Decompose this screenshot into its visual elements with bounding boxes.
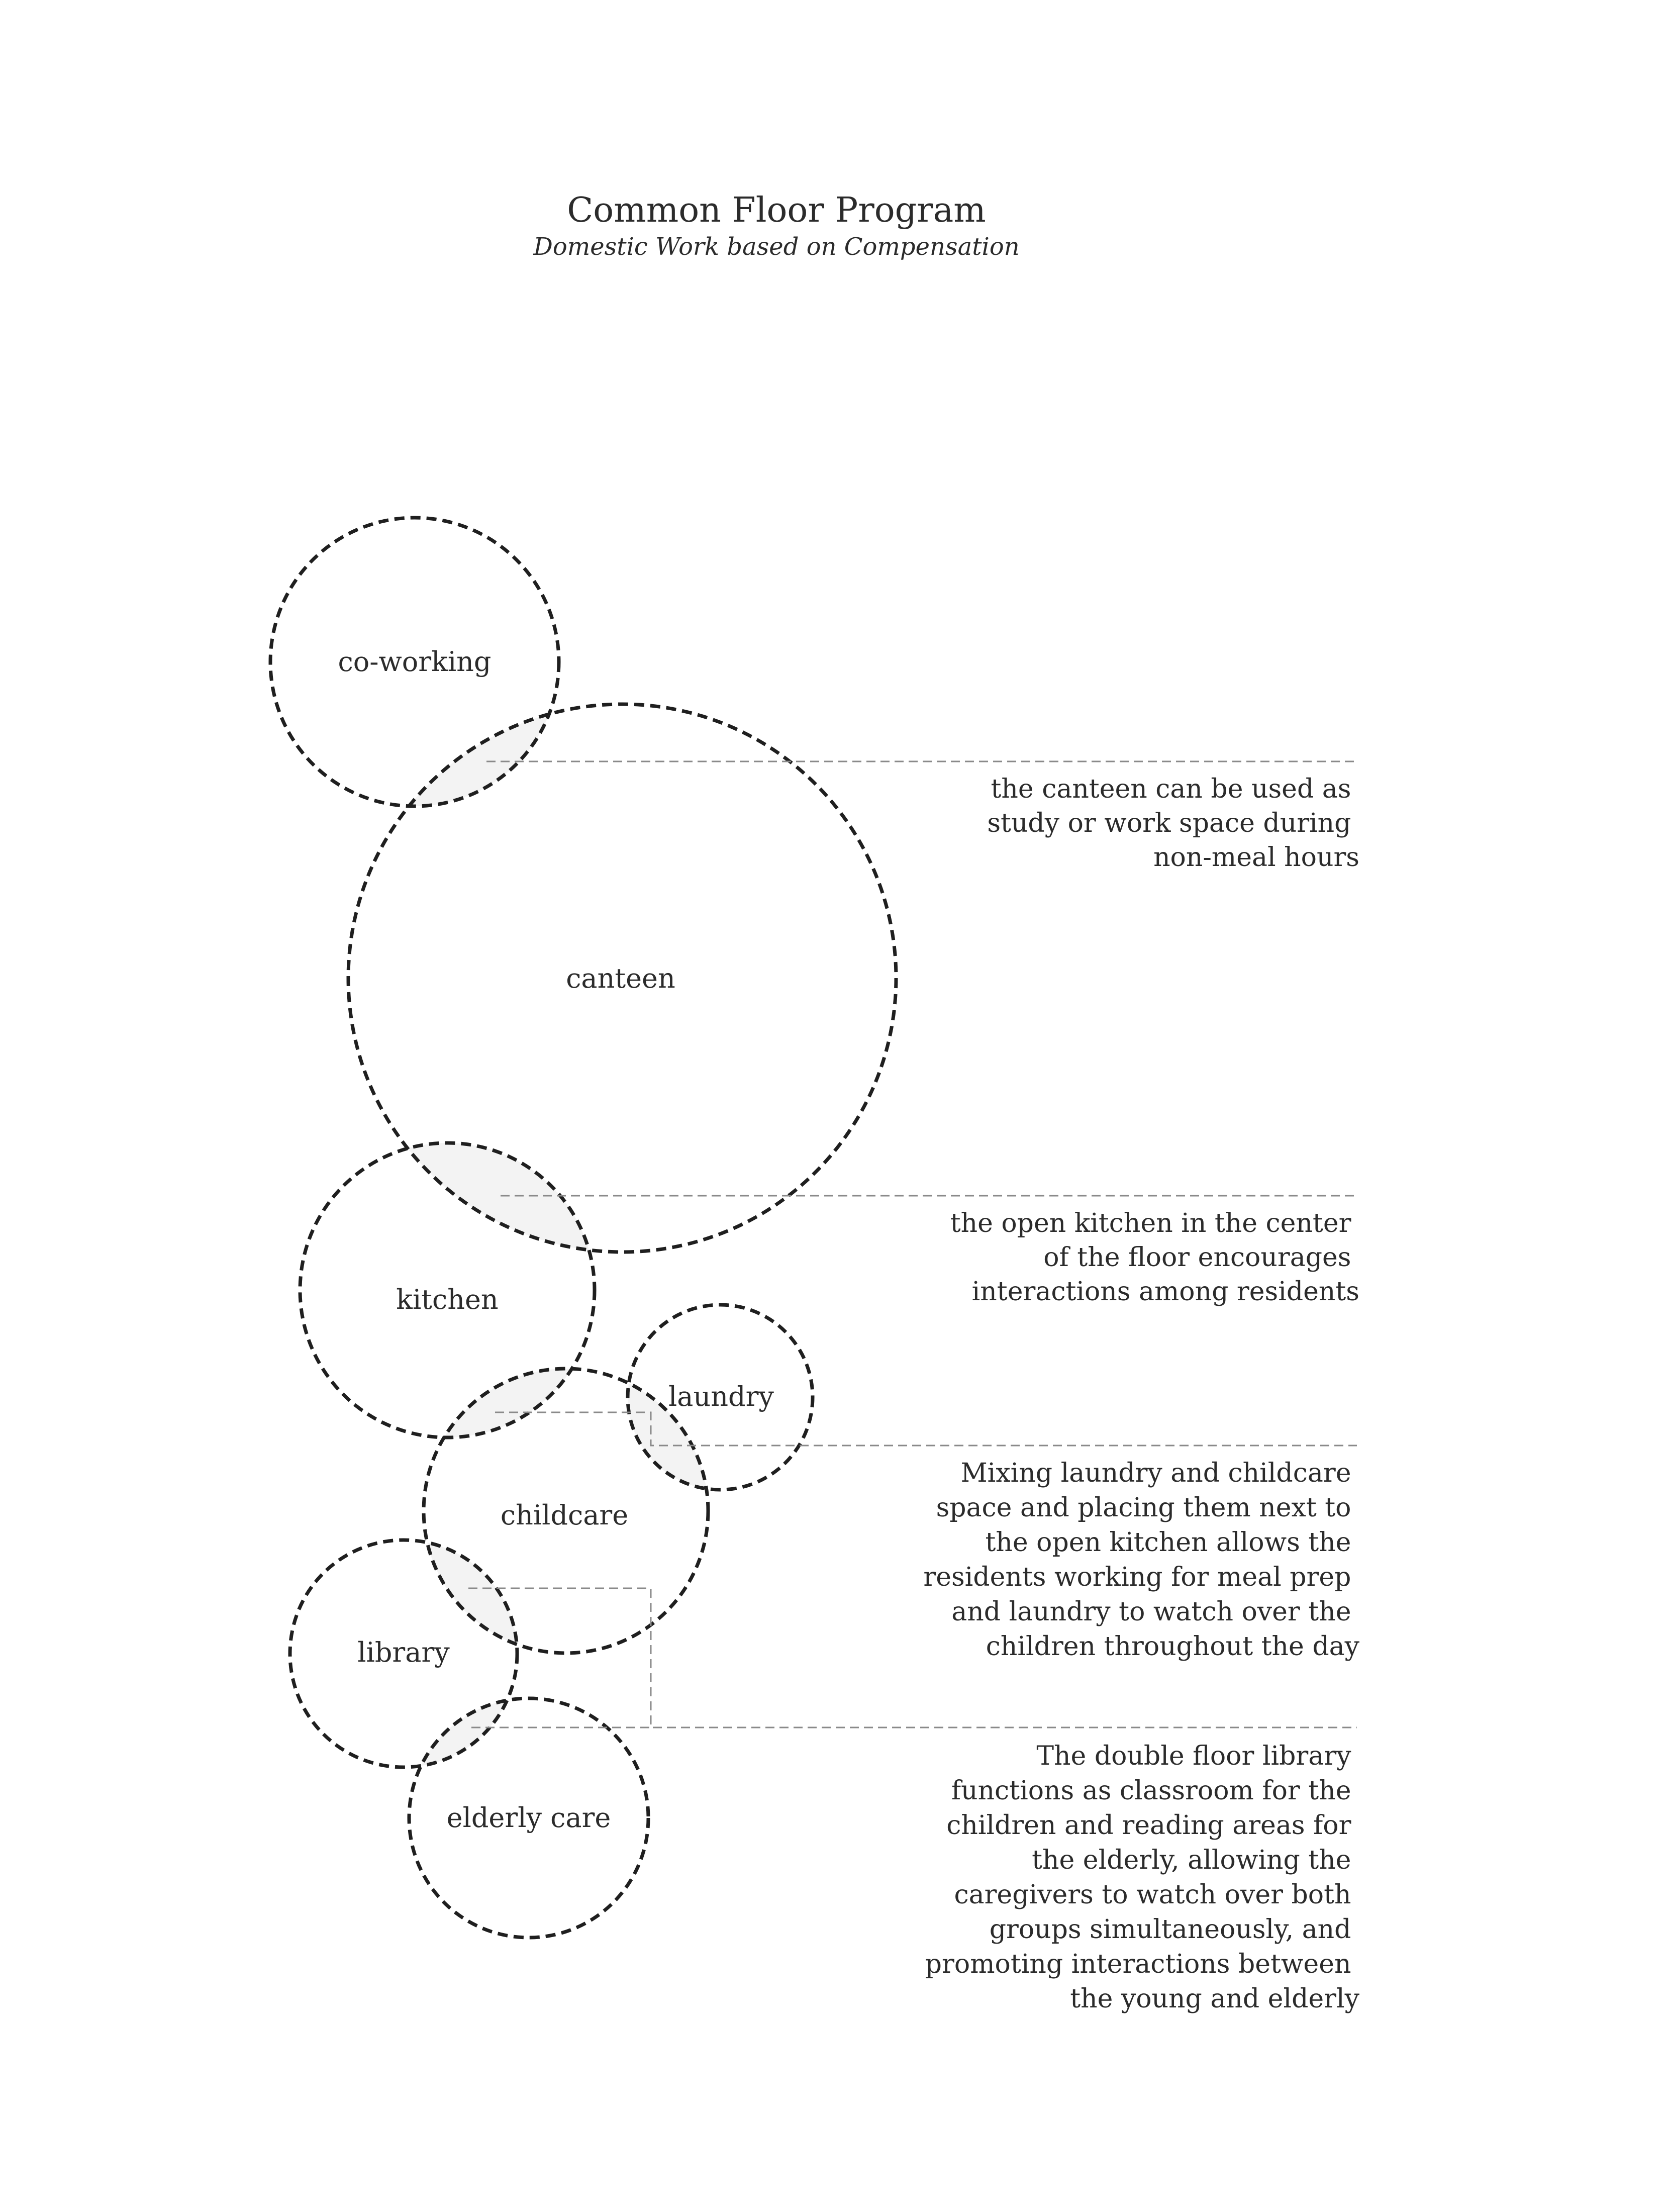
leader-line-laundry bbox=[495, 1412, 1357, 1446]
note-library-line: groups simultaneously, and bbox=[989, 1914, 1351, 1945]
page-subtitle: Domestic Work based on Compensation bbox=[533, 233, 1020, 261]
note-canteen bbox=[987, 774, 1359, 873]
page-title: Common Floor Program bbox=[567, 190, 986, 230]
note-library-line: The double floor library bbox=[1036, 1741, 1351, 1771]
note-library bbox=[925, 1741, 1360, 2014]
note-kitchen-line: interactions among residents bbox=[971, 1277, 1359, 1307]
library-label: library bbox=[357, 1637, 450, 1668]
kitchen-label: kitchen bbox=[396, 1284, 499, 1315]
note-laundry-line: and laundry to watch over the bbox=[951, 1597, 1351, 1627]
coworking-label: co-working bbox=[338, 646, 492, 678]
note-laundry-line: the open kitchen allows the bbox=[985, 1527, 1351, 1558]
note-library-line: caregivers to watch over both bbox=[954, 1880, 1351, 1910]
childcare-label: childcare bbox=[500, 1499, 629, 1531]
note-canteen-line: the canteen can be used as bbox=[991, 774, 1351, 804]
note-laundry-line: children throughout the day bbox=[986, 1631, 1359, 1662]
note-library-line: children and reading areas for bbox=[946, 1810, 1351, 1841]
note-kitchen-line: of the floor encourages bbox=[1043, 1242, 1351, 1273]
note-kitchen bbox=[950, 1208, 1359, 1307]
note-laundry-line: residents working for meal prep bbox=[923, 1562, 1351, 1592]
note-canteen-line: study or work space during bbox=[987, 808, 1351, 838]
note-laundry-line: Mixing laundry and childcare bbox=[960, 1458, 1351, 1488]
note-library-line: the young and elderly bbox=[1070, 1984, 1359, 2014]
canteen-label: canteen bbox=[566, 963, 675, 994]
note-library-line: the elderly, allowing the bbox=[1032, 1845, 1351, 1875]
laundry-label: laundry bbox=[668, 1381, 774, 1412]
note-canteen-line: non-meal hours bbox=[1153, 842, 1359, 873]
elderly-care-label: elderly care bbox=[446, 1802, 611, 1834]
note-library-line: functions as classroom for the bbox=[951, 1776, 1351, 1806]
note-kitchen-line: the open kitchen in the center bbox=[950, 1208, 1351, 1238]
note-library-line: promoting interactions between bbox=[925, 1949, 1351, 1979]
note-laundry-line: space and placing them next to bbox=[936, 1493, 1351, 1523]
note-laundry-childcare bbox=[923, 1458, 1359, 1662]
